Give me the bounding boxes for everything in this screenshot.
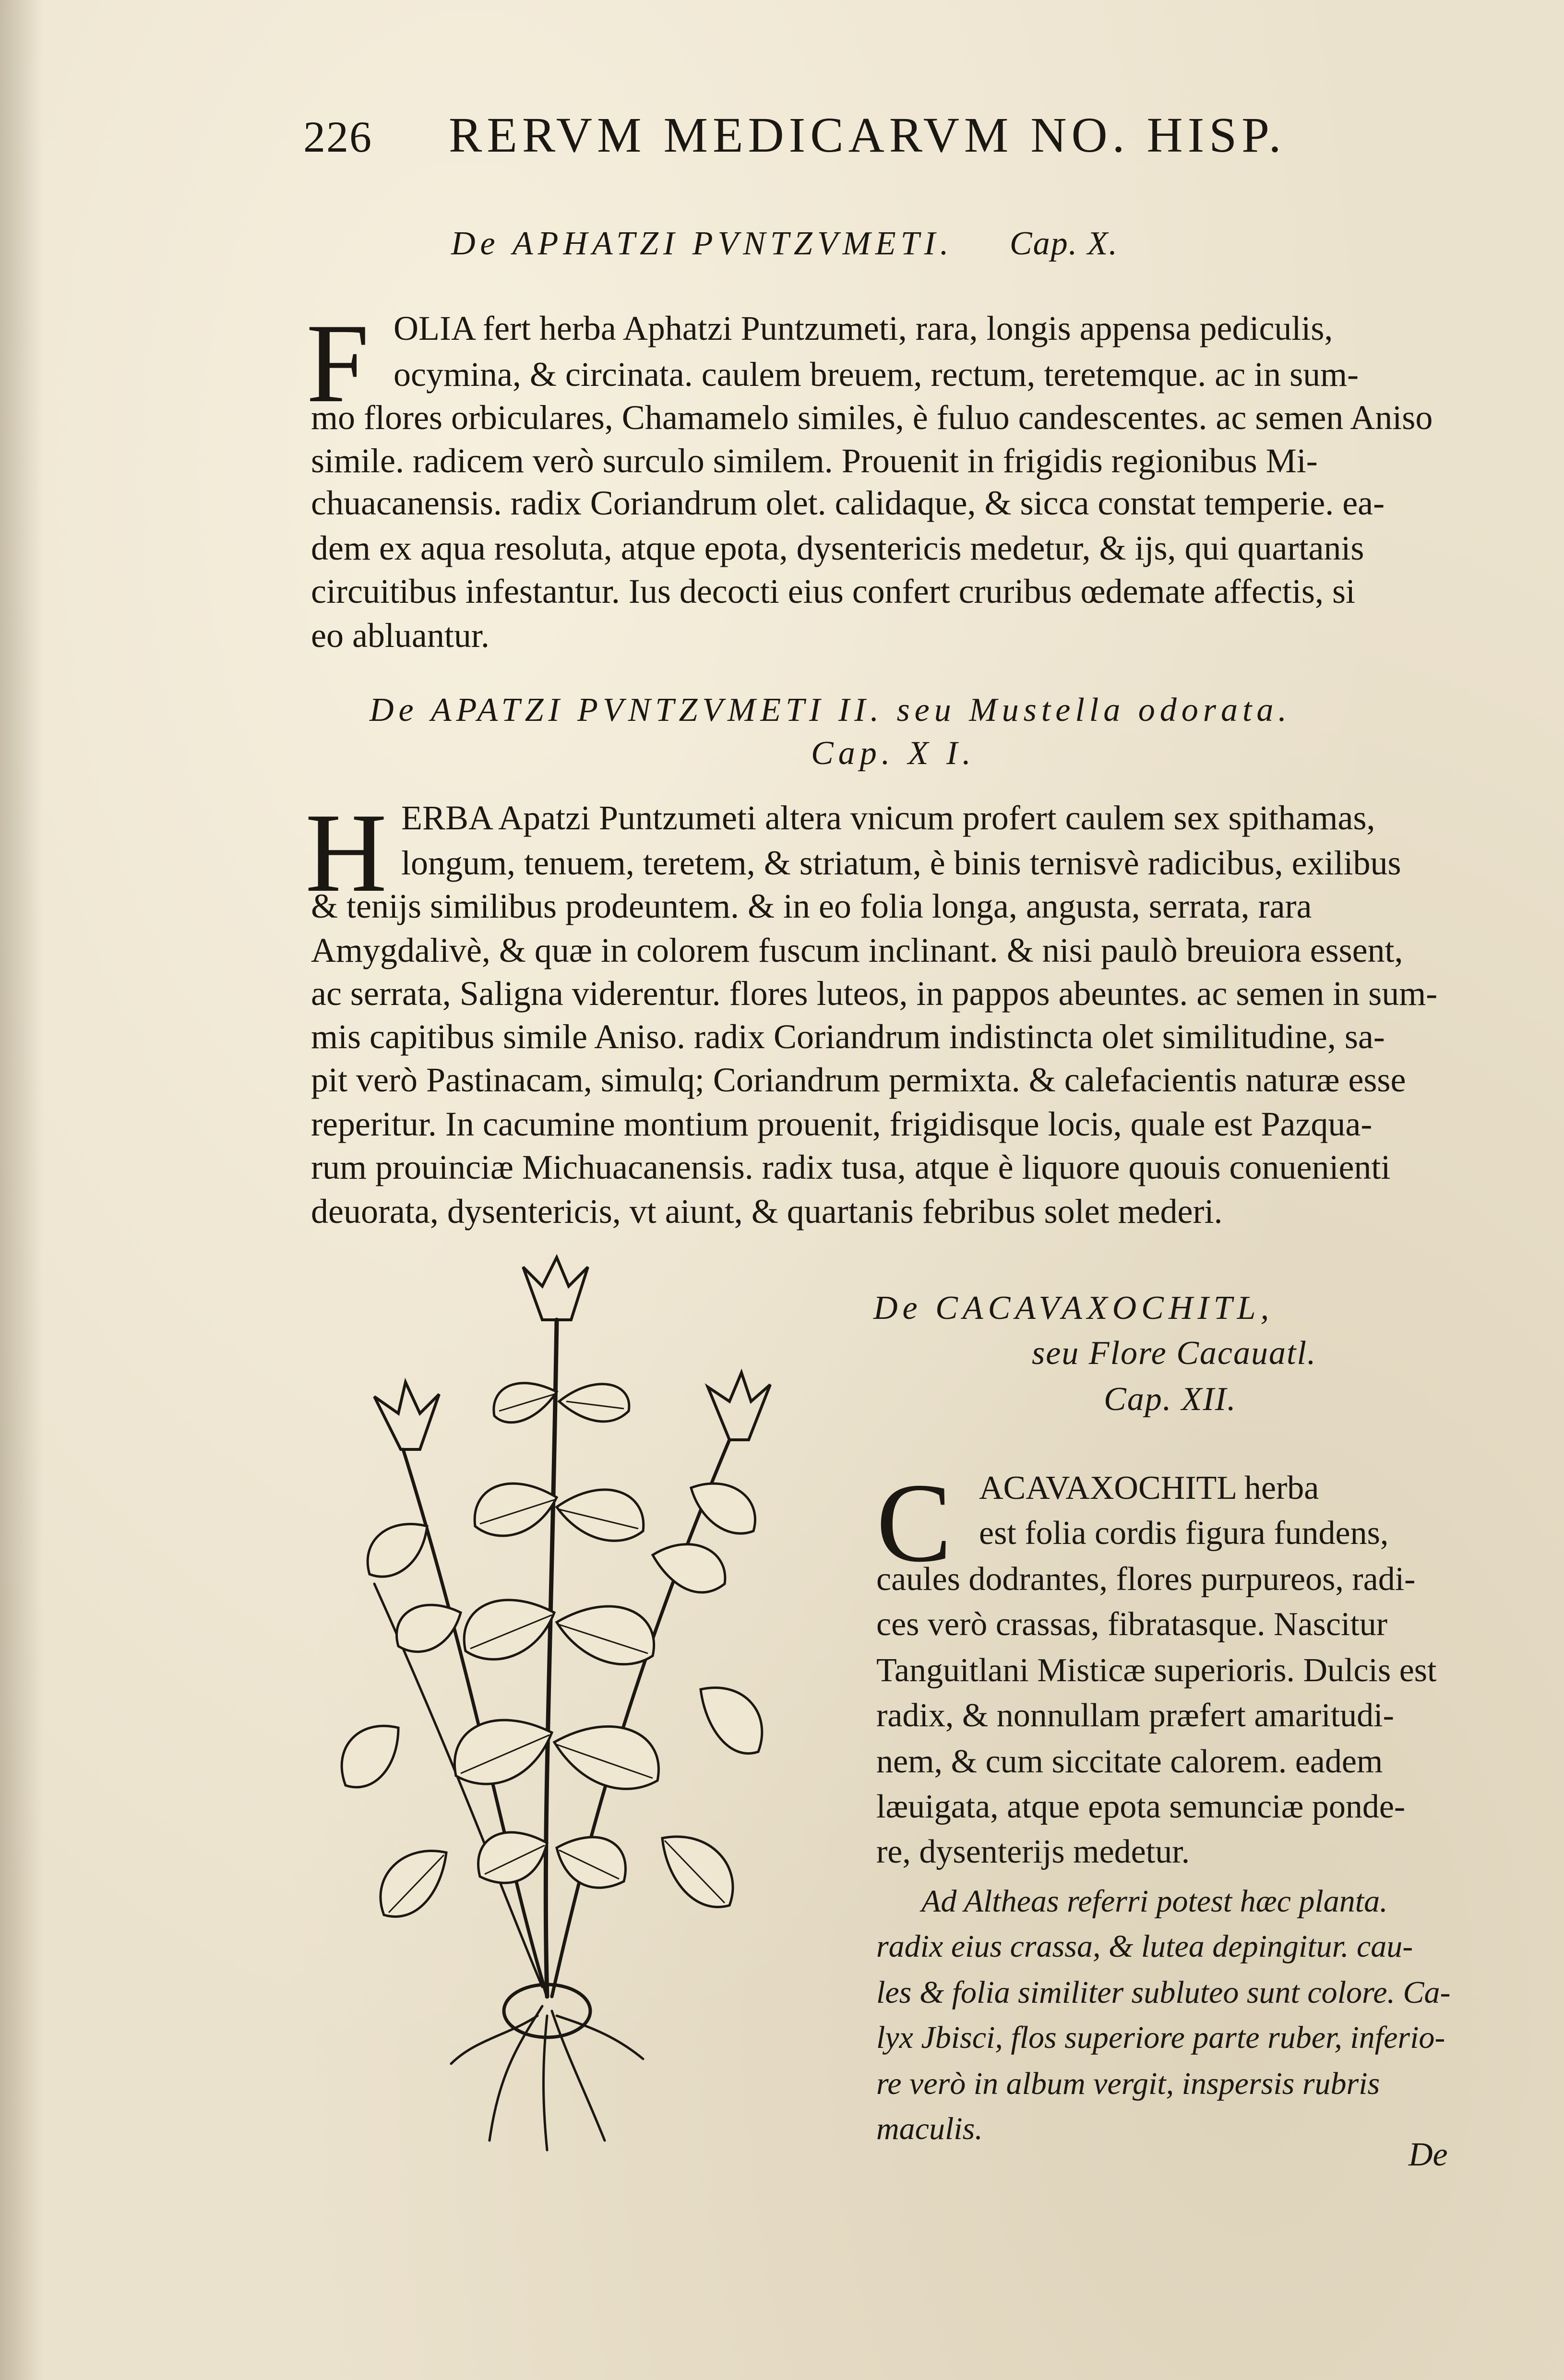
running-title: RERVM MEDICARVM NO. HISP.	[449, 108, 1286, 163]
ch12-line-7: nem, & cum siccitate calorem. eadem	[876, 1743, 1383, 1780]
ch11-line-7: pit verò Pastinacam, simulq; Coriandrum permixta. & calefacientis naturæ esse	[311, 1061, 1406, 1099]
chapter-11-cap: Cap. X I.	[811, 735, 976, 772]
ch12-line-3: caules dodrantes, flores purpureos, radi-	[876, 1561, 1416, 1598]
page-number: 226	[303, 112, 372, 161]
note-line-2: radix eius crassa, & lutea depingitur. cau-	[876, 1929, 1413, 1964]
ch10-line-6: dem ex aqua resoluta, atque epota, dysentericis medetur, & ijs, qui quartanis	[311, 529, 1364, 567]
ch10-line-5: chuacanensis. radix Coriandrum olet. calidaque, & sicca constat temperie. ea-	[311, 484, 1385, 522]
ch11-line-6: mis capitibus simile Aniso. radix Coriandrum indistincta olet similitudine, sa-	[311, 1017, 1385, 1056]
note-line-4: lyx Jbisci, flos superiore parte ruber, inferio-	[876, 2020, 1445, 2055]
ch10-line-1: OLIA fert herba Aphatzi Puntzumeti, rara, longis appensa pediculis,	[394, 309, 1333, 347]
chapter-10-title	[451, 225, 1118, 263]
ch11-line-4: Amygdalivè, & quæ in colorem fuscum inclinant. & nisi paulò breuiora essent,	[311, 931, 1403, 969]
note-line-3: les & folia similiter subluteo sunt colore. Ca-	[876, 1975, 1451, 2010]
dropcap-h: H	[305, 790, 387, 916]
ch11-line-5: ac serrata, Saligna viderentur. flores luteos, in pappos abeuntes. ac semen in sum-	[311, 974, 1438, 1013]
chapter-11-title: De APATZI PVNTZVMETI II. seu Mustella odorata.	[370, 692, 1291, 729]
chapter-12-title-1: De CACAVAXOCHITL,	[873, 1290, 1274, 1327]
note-line-6: maculis.	[876, 2111, 983, 2146]
ch11-line-1: ERBA Apatzi Puntzumeti altera vnicum profert caulem sex spithamas,	[401, 799, 1375, 837]
chapter-12-title-2: seu Flore Cacauatl.	[1032, 1335, 1317, 1372]
catchword: De	[1409, 2136, 1448, 2173]
gutter-shadow	[0, 0, 43, 2380]
ch12-line-4: ces verò crassas, fibratasque. Nascitur	[876, 1606, 1388, 1643]
ch10-line-8: eo abluantur.	[311, 616, 489, 655]
ch12-line-5: Tanguitlani Misticæ superioris. Dulcis est	[876, 1652, 1437, 1689]
ch10-line-3: mo flores orbiculares, Chamamelo similes, è fuluo candescentes. ac semen Aniso	[311, 398, 1433, 437]
chapter-12-cap: Cap. XII.	[1104, 1381, 1237, 1418]
ch12-line-2: est folia cordis figura fundens,	[979, 1515, 1389, 1552]
ch11-line-3: & tenijs similibus prodeuntem. & in eo folia longa, angusta, serrata, rara	[311, 887, 1312, 925]
note-line-1: Ad Altheas referri potest hæc planta.	[921, 1884, 1388, 1919]
ch11-line-10: deuorata, dysentericis, vt aiunt, & quartanis febribus solet mederi.	[311, 1192, 1223, 1231]
ch10-line-7: circuitibus infestantur. Ius decocti eius confert cruribus œdemate affectis, si	[311, 572, 1355, 610]
ch12-line-1: ACAVAXOCHITL herba	[979, 1470, 1319, 1507]
note-line-5: re verò in album vergit, inspersis rubris	[876, 2066, 1380, 2101]
chapter-10-cap: Cap. X.	[1009, 225, 1118, 262]
ch10-line-2: ocymina, & circinata. caulem breuem, rectum, teretemque. ac in sum-	[394, 355, 1359, 394]
dropcap-f: F	[306, 301, 370, 426]
ch10-line-4: simile. radicem verò surculo similem. Prouenit in frigidis regionibus Mi-	[311, 442, 1318, 480]
ch12-line-8: læuigata, atque epota semunciæ ponde-	[876, 1788, 1406, 1825]
chapter-10-title-text: De APHATZI PVNTZVMETI.	[451, 225, 954, 262]
ch12-line-6: radix, & nonnullam præfert amaritudi-	[876, 1697, 1394, 1734]
ch12-line-9: re, dysenterijs medetur.	[876, 1833, 1190, 1870]
dropcap-c: C	[876, 1460, 952, 1586]
woodcut-plant-illustration	[317, 1248, 835, 2160]
ch11-line-2: longum, tenuem, teretem, & striatum, è binis ternisvè radicibus, exilibus	[401, 844, 1401, 882]
ch11-line-9: rum prouinciæ Michuacanensis. radix tusa, atque è liquore quouis conuenienti	[311, 1148, 1391, 1186]
ch11-line-8: reperitur. In cacumine montium prouenit, frigidisque locis, quale est Pazqua-	[311, 1105, 1373, 1143]
